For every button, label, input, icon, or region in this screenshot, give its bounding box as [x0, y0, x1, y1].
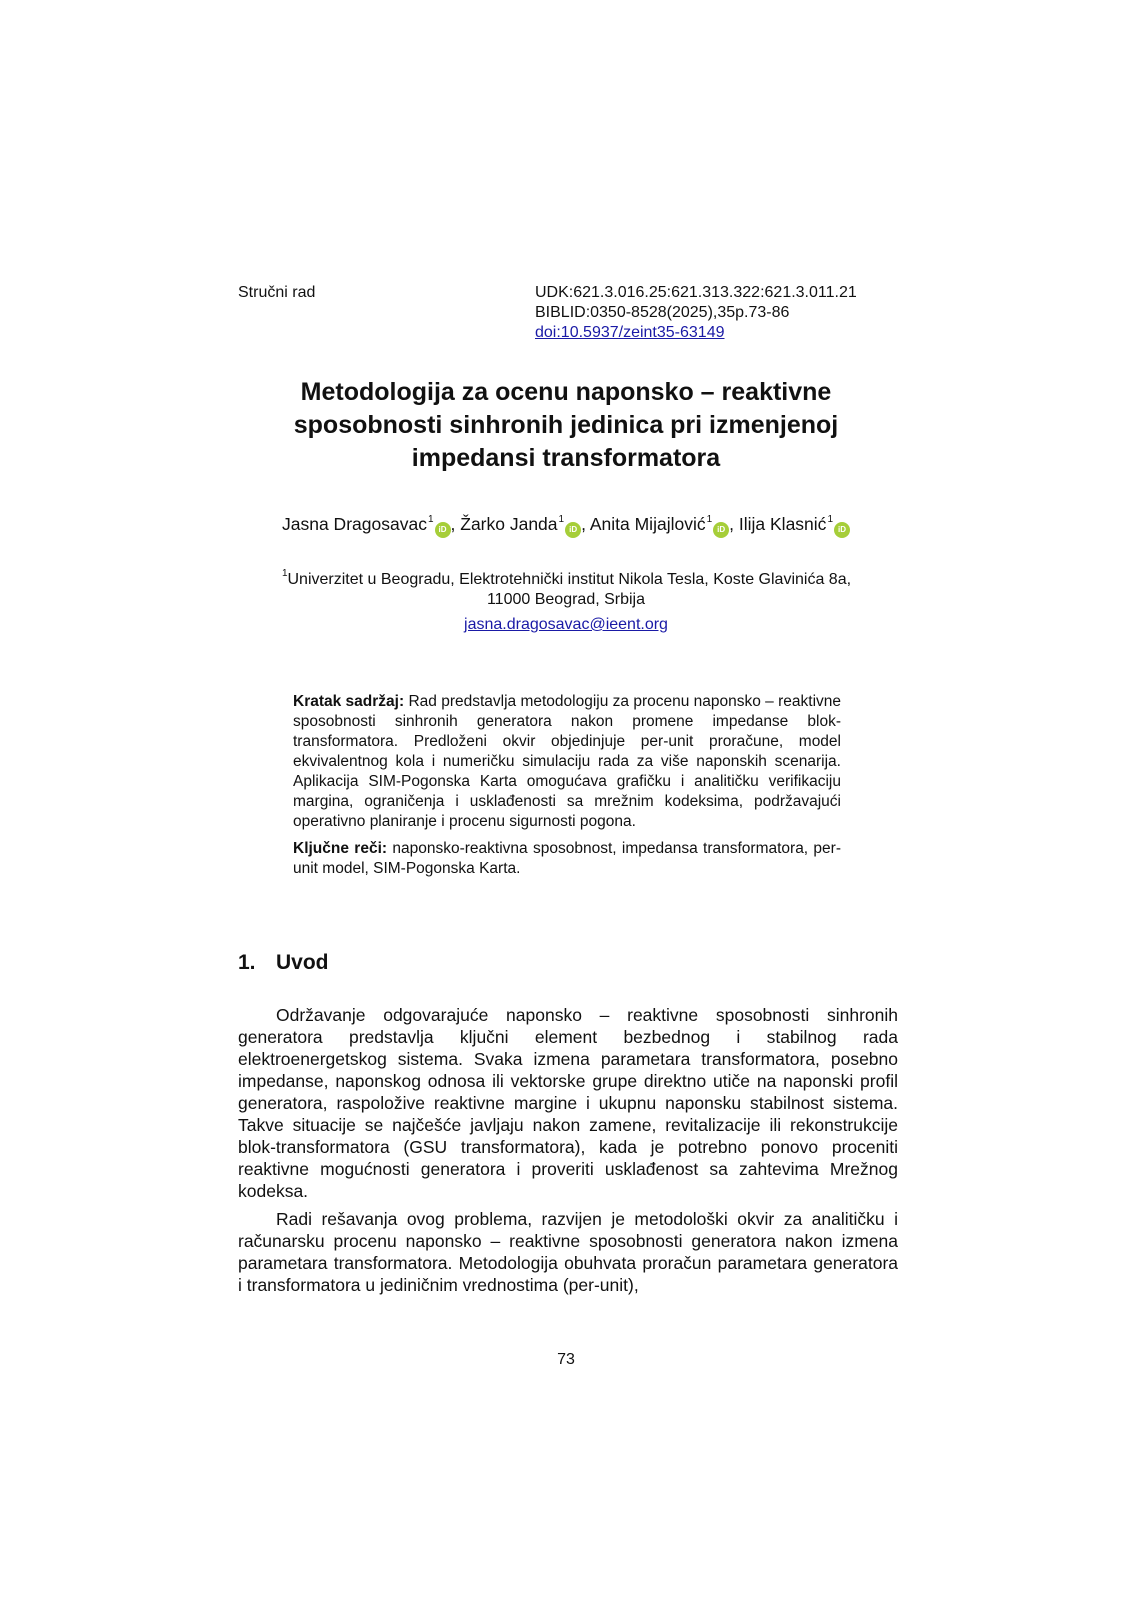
title-line-1: Metodologija za ocenu naponsko – reaktivne: [300, 378, 832, 406]
header-identifiers: [535, 283, 857, 343]
affiliation: [0, 564, 1132, 635]
affiliation-line-1: [0, 564, 1132, 590]
paper-title: [0, 376, 1132, 475]
affiliation-line-2: 11000 Beograd, Srbija: [486, 591, 646, 608]
author-name: Anita Mijajlović: [589, 514, 706, 534]
abstract: [293, 692, 841, 879]
author-affiliation-sup: 1: [427, 514, 434, 525]
title-line-2: sposobnosti sinhronih jedinica pri izmenjenoj: [293, 411, 839, 439]
abstract-label: Kratak sadržaj:: [293, 693, 405, 710]
udk-code: UDK:621.3.016.25:621.313.322:621.3.011.21: [535, 284, 857, 301]
author: [590, 514, 739, 534]
section-number: 1.: [238, 951, 256, 974]
author-name: Jasna Dragosavac: [282, 514, 427, 534]
section-heading: [238, 951, 329, 975]
orcid-icon[interactable]: iD: [713, 522, 729, 538]
keywords: [293, 839, 841, 879]
author: [282, 514, 460, 534]
abstract-text: Rad predstavlja metodologiju za procenu naponsko – reaktivne sposobnosti sinhronih generatora nakon promene impedanse blok-transformatora. Predloženi okvir objedinjuje per-unit proračune, model ekvivalentnog kola i numeričku simulaciju rada za više naponskih scenarija. Aplikacija SIM-Pogonska Karta omogućava grafičku i analitičku verifikaciju margina, ograničenja i usklađenosti sa mrežnim kodeksima, podržavajući operativno planiranje i procenu sigurnosti pogona.: [293, 693, 841, 830]
author-separator: ,: [581, 514, 590, 534]
paper-type: Stručni rad: [238, 284, 316, 301]
page-number: 73: [557, 1351, 575, 1368]
author-affiliation-sup: 1: [558, 514, 565, 525]
author: [739, 514, 850, 534]
abstract-body: [293, 692, 841, 832]
author-name: Žarko Janda: [460, 514, 558, 534]
orcid-icon[interactable]: iD: [565, 522, 581, 538]
keywords-label: Ključne reči:: [293, 840, 388, 857]
title-line-3: impedansi transformatora: [411, 444, 721, 472]
paragraph: Radi rešavanja ovog problema, razvijen je metodološki okvir za analitičku i računarsku procenu naponsko – reaktivne sposobnosti generatora nakon izmena parametara transformatora. Metodologija obuhvata proračun parametara generatora i transformatora u jediničnim vrednostima (per-unit),: [238, 1209, 898, 1295]
orcid-icon[interactable]: iD: [834, 522, 850, 538]
keywords-text: naponsko-reaktivna sposobnost, impedansa transformatora, per-unit model, SIM-Pogonska Karta.: [293, 840, 842, 877]
author-name: Ilija Klasnić: [738, 514, 827, 534]
doi-link[interactable]: doi:10.5937/zeint35-63149: [535, 324, 725, 341]
author-separator: ,: [450, 514, 461, 534]
author-list: [0, 514, 1132, 538]
author-affiliation-sup: 1: [827, 514, 833, 525]
biblid-code: BIBLID:0350-8528(2025),35p.73-86: [535, 304, 790, 321]
orcid-icon[interactable]: iD: [435, 522, 451, 538]
author-separator: ,: [729, 514, 739, 534]
author-affiliation-sup: 1: [706, 514, 713, 525]
email-link[interactable]: jasna.dragosavac@ieent.org: [464, 616, 668, 633]
section-title: Uvod: [276, 951, 329, 974]
body-text: [238, 1004, 898, 1302]
affiliation-text: Univerzitet u Beogradu, Elektrotehnički institut Nikola Tesla, Koste Glavinića 8a,: [287, 571, 852, 588]
author: [460, 514, 590, 534]
paragraph: Održavanje odgovarajuće naponsko – reaktivne sposobnosti sinhronih generatora predstavlja ključni element bezbednog i stabilnog rada elektroenergetskog sistema. Svaka izmena parametara transformatora, posebno impedanse, naponskog odnosa ili vektorske grupe direktno utiče na naponski profil generatora, raspoložive reaktivne margine i ukupnu naponsku stabilnost sistema. Takve situacije se najčešće javljaju nakon zamene, revitalizacije ili rekonstrukcije blok-transformatora (GSU transformatora), kada je potrebno ponovo proceniti reaktivne mogućnosti generatora i proveriti usklađenost sa zahtevima Mrežnog kodeksa.: [238, 1005, 898, 1201]
affiliation-sup: 1: [281, 568, 288, 579]
